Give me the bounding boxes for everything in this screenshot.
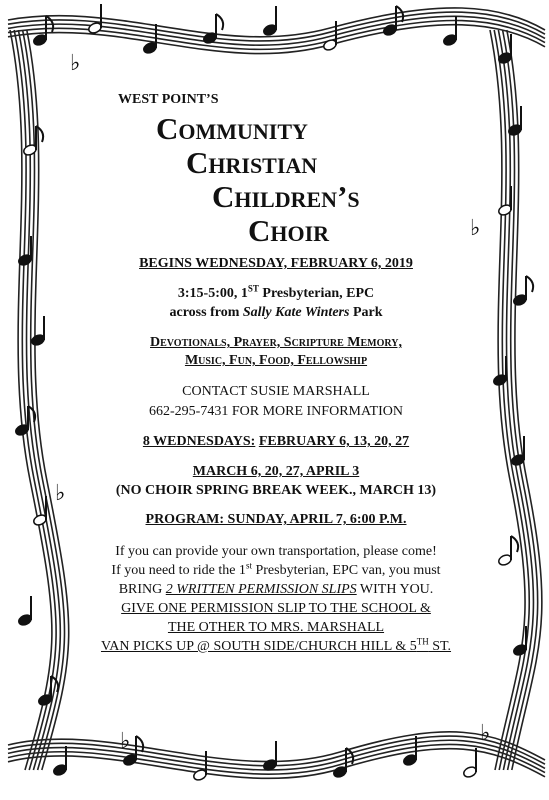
transport-line-2-suffix: Presbyterian, EPC van, you must <box>251 563 441 578</box>
contact-line-2: 662-295-7431 FOR MORE INFORMATION <box>149 404 403 419</box>
park-name: Sally Kate Winters <box>242 305 350 320</box>
eighth-note-flag-icon <box>526 276 533 292</box>
transport-line-4: GIVE ONE PERMISSION SLIP TO THE SCHOOL & <box>121 601 431 616</box>
wednesdays-label: 8 WEDNESDAYS: <box>142 434 256 449</box>
transport-line-6-suffix: ST. <box>428 639 452 654</box>
title-line-3: Children’s <box>212 179 360 214</box>
time-location <box>72 284 480 322</box>
flat-icon: ♭ <box>480 721 491 746</box>
time-prefix: 3:15-5:00, 1 <box>177 286 248 301</box>
transport-line-5: THE OTHER TO MRS. MARSHALL <box>167 620 385 635</box>
activities-line-1: Devotionals, Prayer, Scripture Memory, <box>150 335 402 350</box>
transport-line-6-prefix: VAN PICKS UP @ SOUTH SIDE/CHURCH HILL & 5 <box>100 639 417 654</box>
flat-icon: ♭ <box>55 481 66 506</box>
time-line <box>72 284 480 303</box>
contact-line-1: CONTACT SUSIE MARSHALL <box>182 384 370 399</box>
eighth-note-flag-icon <box>136 736 143 752</box>
eighth-note-flag-icon <box>396 6 403 22</box>
time-suffix: Presbyterian, EPC <box>258 286 375 301</box>
title-line-2: Christian <box>186 145 318 180</box>
begins-date: BEGINS WEDNESDAY, FEBRUARY 6, 2019 <box>139 256 413 271</box>
flat-icon: ♭ <box>120 729 131 754</box>
eighth-note-flag-icon <box>216 14 223 30</box>
february-dates: FEBRUARY 6, 13, 20, 27 <box>258 434 410 449</box>
march-dates: MARCH 6, 20, 27, APRIL 3 <box>192 464 360 479</box>
transport-line-1: If you can provide your own transportation, please come! <box>115 544 437 559</box>
across-suffix: Park <box>349 305 383 320</box>
wednesdays-line <box>72 434 480 450</box>
program-date: PROGRAM: SUNDAY, APRIL 7, 6:00 P.M. <box>145 512 407 527</box>
flat-icon: ♭ <box>70 51 81 76</box>
activities <box>72 334 480 370</box>
transport-line-3-suffix: WITH YOU. <box>356 582 434 597</box>
march-dates-block <box>72 462 480 500</box>
permission-slips-emphasis: 2 WRITTEN PERMISSION SLIPS <box>165 582 357 597</box>
transport-line-3-prefix: BRING <box>118 582 166 597</box>
transport-line-3 <box>72 580 480 599</box>
eighth-note-flag-icon <box>511 536 518 552</box>
transport-line-2 <box>72 561 480 580</box>
flat-icon: ♭ <box>470 216 481 241</box>
eighth-note-flag-icon <box>36 126 43 142</box>
title-line-1: Community <box>156 111 308 146</box>
left-staff-line <box>10 30 52 770</box>
org-name: WEST POINT’S <box>118 92 219 107</box>
across-prefix: across from <box>169 305 243 320</box>
ordinal-sup: ST <box>247 283 259 294</box>
contact-info <box>72 382 480 422</box>
title-line-4: Choir <box>248 213 330 248</box>
activities-line-2: Music, Fun, Food, Fellowship <box>184 353 368 368</box>
transport-line-6 <box>72 637 480 656</box>
spring-break-note: (NO CHOIR SPRING BREAK WEEK., MARCH 13) <box>115 483 437 498</box>
across-line <box>72 303 480 322</box>
transport-line-6-sup: TH <box>416 636 429 647</box>
flyer-content <box>72 92 480 656</box>
transport-info <box>72 542 480 656</box>
transport-sup: st <box>245 560 252 571</box>
transport-line-2-prefix: If you need to ride the 1 <box>111 563 246 578</box>
